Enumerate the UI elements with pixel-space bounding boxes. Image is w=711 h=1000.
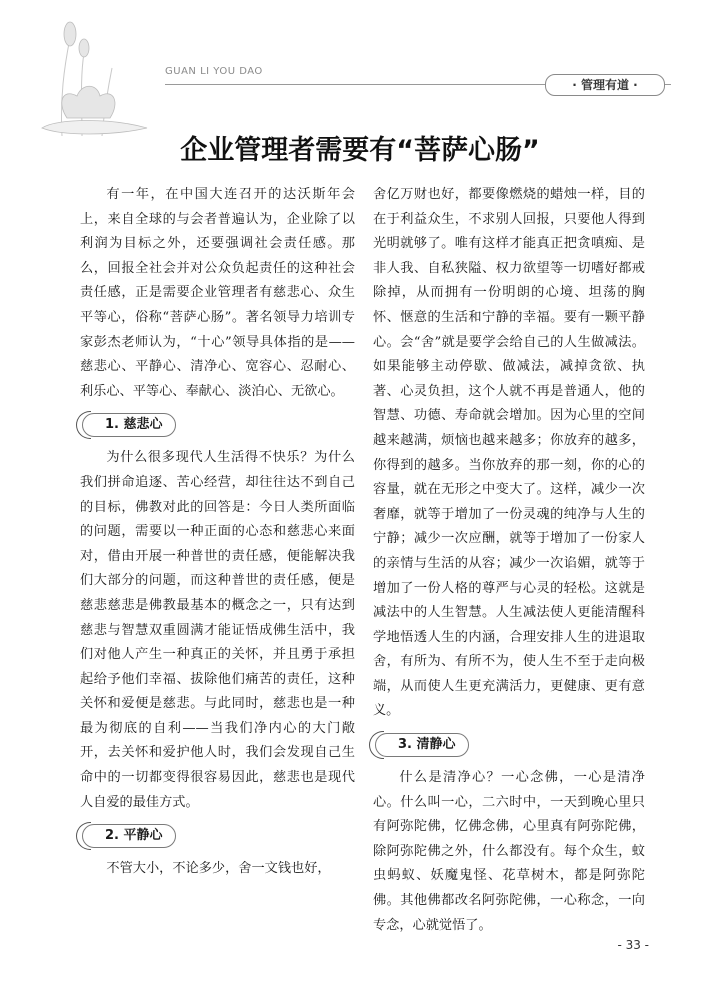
- subheading-purity: 3. 清静心: [375, 733, 469, 757]
- header-english: GUAN LI YOU DAO: [165, 66, 263, 77]
- section-tab: · 管理有道 ·: [545, 74, 665, 96]
- right-column: [373, 183, 645, 938]
- page-number: - 33 -: [617, 938, 649, 952]
- subheading-calm: 2. 平静心: [82, 824, 176, 848]
- left-column: [80, 183, 355, 882]
- lotus-decoration: [22, 18, 162, 138]
- paragraph: 不管大小，不论多少，舍一文钱也好，: [106, 861, 331, 877]
- paragraph: 有一年，在中国大连召开的达沃斯年会上，来自全球的与会者普遍认为，企业除了以利润为目标之外，还要强调社会责任感。那么，回报全社会并对公众负起责任的这种社会责任感，正是需要企业管理者有慈悲心、众生平等心，俗称“菩萨心肠”。著名领导力培训专家彭杰老师认为，“十心”领导具体指的是——慈悲心、平静心、清净心、宽容心、忍耐心、利乐心、平等心、奉献心、淡泊心、无欲心。: [80, 187, 355, 399]
- paragraph: 为什么很多现代人生活得不快乐？为什么我们拼命追逐、苦心经营，却往往达不到自己的目标，佛教对此的回答是：今日人类所面临的问题，需要以一种正面的心态和慈悲心来面对，借由开展一种普世的责任感，便能解决我们大部分的问题，而这种普世的责任感，便是慈悲慈悲是佛教最基本的概念之一，只有达到慈悲与智慧双重圆满才能证悟成佛生活中，我们对他人产生一种真正的关怀，并且勇于承担起给予他们幸福、拔除他们痛苦的责任，这种关怀和爱便是慈悲。与此同时，慈悲也是一种最为彻底的自利——当我们净内心的大门敞开，去关怀和爱护他人时，我们会发现自己生命中的一切都变得很容易因此，慈悲也是现代人自爱的最佳方式。: [80, 450, 355, 810]
- paragraph: 舍亿万财也好，都要像燃烧的蜡烛一样，目的在于利益众生，不求别人回报，只要他人得到光明就够了。唯有这样才能真正把贪嗔痴、是非人我、自私狭隘、权力欲望等一切嗜好都戒除掉，从而拥有一份明朗的心境、坦荡的胸怀、惬意的生活和宁静的幸福。要有一颗平静心。会“舍”就是要学会给自己的人生做减法。如果能够主动停歇、做减法，减掉贪欲、执著、心灵负担，这个人就不再是普通人，他的智慧、功德、寿命就会增加。因为心里的空间越来越满，烦恼也越来越多；你放弃的越多，你得到的越多。当你放弃的那一刻，你的心的容量，就在无形之中变大了。这样，减少一次奢靡，就等于增加了一份灵魂的纯净与人生的宁静；减少一次应酬，就等于增加了一份家人的亲情与生活的从容；减少一次谄媚，就等于增加了一份人格的尊严与心灵的轻松。这就是减法中的人生智慧。人生减法使人更能清醒科学地悟透人生的内涵，合理安排人生的进退取舍，有所为、有所不为，使人生不至于走向极端，从而使人生更充满活力，更健康、更有意义。: [373, 187, 645, 719]
- subheading-compassion: 1. 慈悲心: [82, 413, 176, 437]
- article-title: 企业管理者需要有“菩萨心肠”: [180, 135, 540, 166]
- paragraph: 什么是清净心？一心念佛，一心是清净心。什么叫一心，二六时中，一天到晚心里只有阿弥陀佛，忆佛念佛，心里真有阿弥陀佛，除阿弥陀佛之外，什么都没有。每个众生，蚊虫蚂蚁、妖魔鬼怪、花草树木，都是阿弥陀佛。其他佛都改名阿弥陀佛，一心称念，一向专念，心就觉悟了。: [373, 770, 645, 933]
